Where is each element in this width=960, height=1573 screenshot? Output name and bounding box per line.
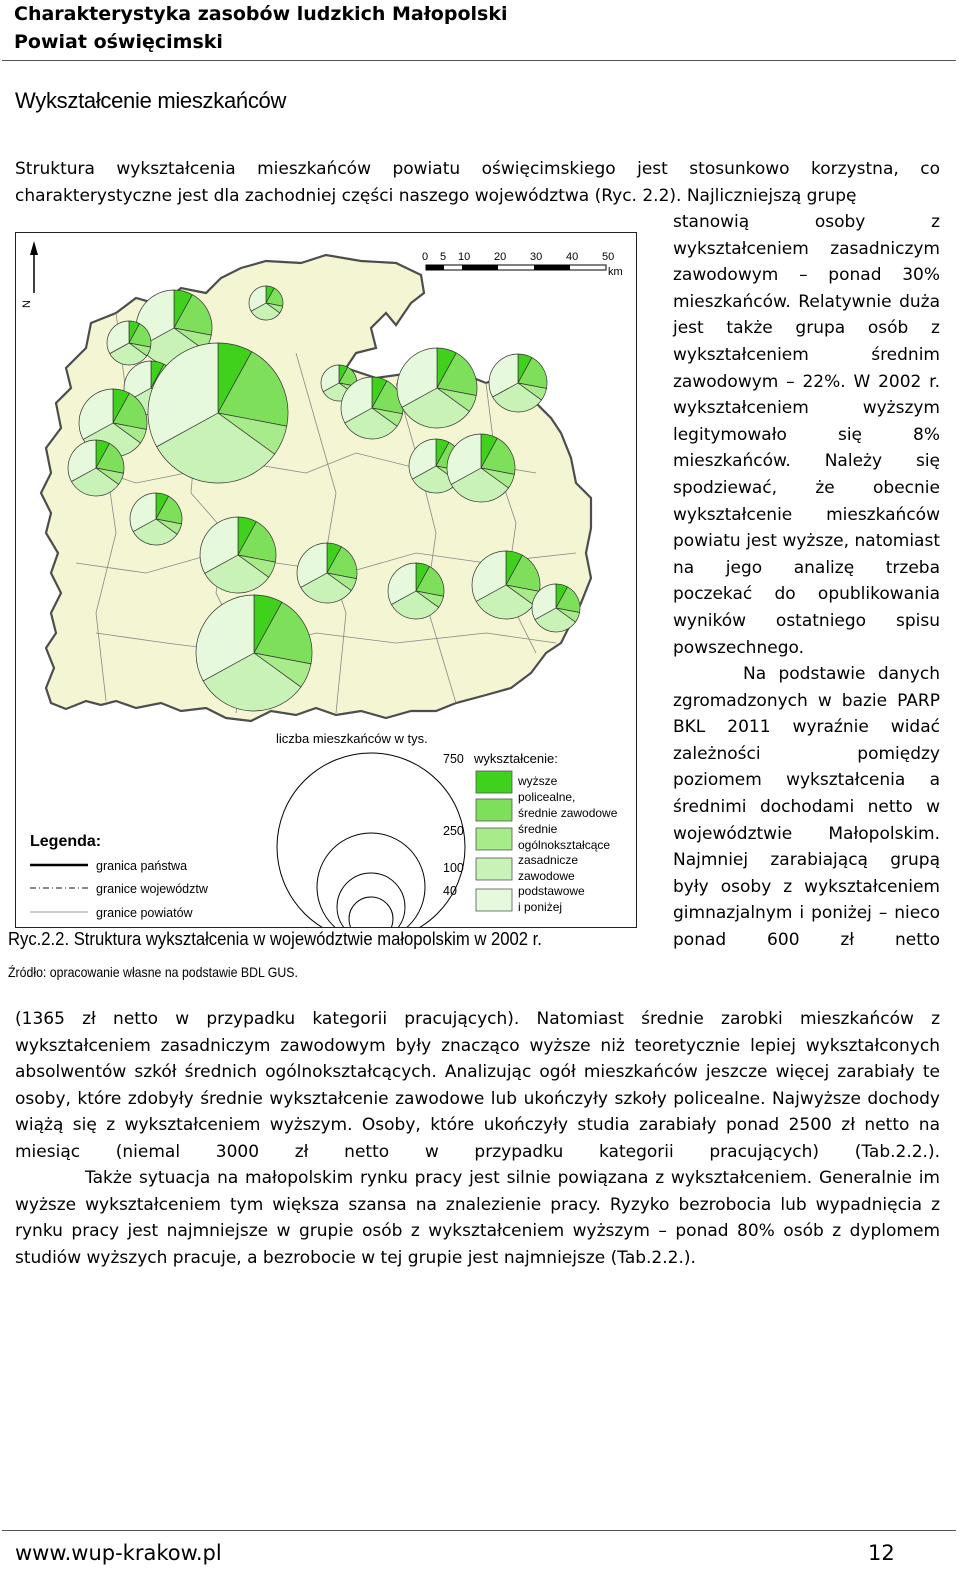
education-legend-item: wyższe xyxy=(518,774,558,788)
header-rule xyxy=(2,60,956,61)
legend-item-county: granice powiatów xyxy=(96,906,193,920)
education-legend-item: podstawowe i poniżej xyxy=(518,884,585,914)
scale-tick-label: 0 xyxy=(422,251,429,263)
figure-map xyxy=(15,232,637,928)
scale-tick-label: 10 xyxy=(458,251,471,263)
paragraph-earnings: (1365 zł netto w przypadku kategorii pracujących). Natomiast średnie zarobki mieszkańców z wykształceniem zasadniczym zawodowym były znacząco wyższe niż teoretycznie lepiej wykształconych absolwentów szkół średnich ogólnokształcących. Analizując ogół mieszkańców jeszcze więcej zarabiały te osoby, które zdobyły średnie wykształcenie zawodowe lub ukończyły szkoły policealne. Najwyższe dochody wiążą się z wykształceniem wyższym. Osoby, które ukończyły studia zarabiały ponad 2500 zł netto na miesiąc (niemal 3000 zł netto w przypadku kategorii pracujących) (Tab.2.2.). xyxy=(15,1009,940,1162)
side-column-text xyxy=(673,209,940,954)
section-title: Wykształcenie mieszkańców xyxy=(15,88,287,113)
legend-item-country: granica państwa xyxy=(96,859,188,873)
size-legend-100: 100 xyxy=(443,861,464,875)
scale-tick-label: 5 xyxy=(440,251,447,263)
side-column-part2: Na podstawie danych zgromadzonych w bazie PARP BKL 2011 wyraźnie widać zależności pomiędzy poziomem wykształcenia a średnimi dochodami netto w województwie Małopolskim. Najmniej zarabiającą grupą były osoby z wykształceniem gimnazjalnym i poniżej – nieco ponad 600 zł netto xyxy=(673,664,940,951)
paragraph-intro: Struktura wykształcenia mieszkańców powiatu oświęcimskiego jest stosunkowo korzystna, co charakterystyczne jest dla zachodniej części naszego województwa (Ryc. 2.2). Najliczniejszą grupę xyxy=(15,159,940,206)
size-legend-title: liczba mieszkańców w tys. xyxy=(276,731,428,746)
map-svg xyxy=(16,233,636,927)
education-swatch xyxy=(476,771,512,793)
paragraph-labour-market xyxy=(15,1165,940,1271)
north-arrow xyxy=(21,241,38,308)
north-label: N xyxy=(21,300,33,308)
scale-tick-label: 20 xyxy=(494,251,507,263)
paragraph-labour-market-text: Także sytuacja na małopolskim rynku pracy jest silnie powiązana z wykształceniem. Generalnie im wyższe wykształceniem tym większa szansa na znalezienie pracy. Ryzyko bezrobocia lub wypadnięcia z rynku pracy jest najmniejsze w grupie osób z wykształceniem wyższym – ponad 80% osób z dyplomem studiów wyższych pracuje, a bezrobocie w tej grupie jest najmniejsze (Tab.2.2.). xyxy=(15,1168,940,1268)
scale-tick-label: 30 xyxy=(530,251,543,263)
size-legend xyxy=(276,731,465,927)
education-legend-item: średnie ogólnokształcące xyxy=(518,822,611,852)
figure-source: Źródło: opracowanie własne na podstawie BDL GUS. xyxy=(8,964,298,980)
education-legend-title: wykształcenie: xyxy=(474,751,558,766)
scale-unit: km xyxy=(608,266,623,278)
legend-title: Legenda: xyxy=(30,833,102,850)
scale-bar xyxy=(422,251,623,278)
size-legend-250: 250 xyxy=(443,824,464,838)
footer-url[interactable]: www.wup-krakow.pl xyxy=(15,1541,222,1565)
scale-tick-label: 40 xyxy=(566,251,579,263)
figure-caption: Ryc.2.2. Struktura wykształcenia w województwie małopolskim w 2002 r. xyxy=(8,928,542,949)
page-header xyxy=(14,0,507,56)
size-legend-40: 40 xyxy=(443,884,457,898)
header-title: Charakterystyka zasobów ludzkich Małopolski xyxy=(14,3,508,25)
boundary-legend xyxy=(30,833,209,920)
education-swatch xyxy=(476,799,512,821)
education-legend xyxy=(473,751,618,914)
education-swatch xyxy=(476,828,512,850)
size-legend-750: 750 xyxy=(443,752,464,766)
page-number: 12 xyxy=(868,1541,895,1565)
education-swatch xyxy=(476,858,512,880)
scale-tick-label: 50 xyxy=(602,251,615,263)
education-legend-item: zasadnicze zawodowe xyxy=(518,853,579,883)
footer-rule xyxy=(2,1530,956,1531)
side-column-part1: stanowią osoby z wykształceniem zasadniczym zawodowym – ponad 30% mieszkańców. Relatywnie duża jest także grupa osób z wykształceniem średnim zawodowym – 22%. W 2002 r. wykształceniem wyższym legitymowało się 8% mieszkańców. Należy się spodziewać, że obecnie wykształcenie mieszkańców powiatu jest wyższe, natomiast na jego analizę trzeba poczekać do opublikowania wyników ostatniego spisu powszechnego. xyxy=(673,212,940,658)
header-subtitle: Powiat oświęcimski xyxy=(14,31,223,53)
legend-item-voivodeship: granice województw xyxy=(96,882,208,896)
education-legend-item: policealne, średnie zawodowe xyxy=(518,790,618,820)
education-swatch xyxy=(476,889,512,911)
